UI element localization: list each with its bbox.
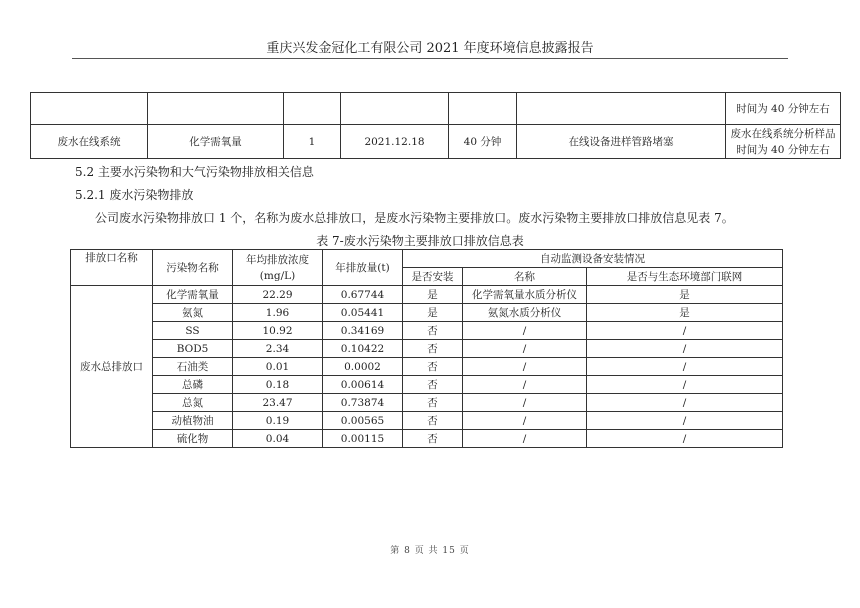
table-cell: 0.00565 bbox=[323, 412, 403, 430]
page-number: 第 8 页 共 15 页 bbox=[390, 546, 470, 556]
subsection-heading: 5.2.1 废水污染物排放 bbox=[75, 188, 194, 202]
header-concentration-unit: (mg/L) bbox=[259, 269, 296, 282]
table-cell: 化学需氧量 bbox=[153, 286, 233, 304]
table-cell: / bbox=[463, 430, 587, 448]
table-row bbox=[71, 304, 783, 322]
header-pollutant: 污染物名称 bbox=[153, 250, 233, 286]
table-cell: 否 bbox=[403, 430, 463, 448]
table-cell: 否 bbox=[403, 322, 463, 340]
table-cell: 0.00614 bbox=[323, 376, 403, 394]
table-cell: 动植物油 bbox=[153, 412, 233, 430]
table-cell: 0.19 bbox=[233, 412, 323, 430]
table-cell: 10.92 bbox=[233, 322, 323, 340]
table-cell: 23.47 bbox=[233, 394, 323, 412]
table-cell: 否 bbox=[403, 412, 463, 430]
table-cell bbox=[517, 93, 726, 125]
table-cell: 否 bbox=[403, 394, 463, 412]
table-cell: 石油类 bbox=[153, 358, 233, 376]
wastewater-discharge-table bbox=[70, 249, 783, 448]
table-cell: 0.34169 bbox=[323, 322, 403, 340]
header-concentration bbox=[233, 250, 323, 286]
table-row bbox=[71, 430, 783, 448]
table-row bbox=[71, 286, 783, 304]
table-cell: 0.0002 bbox=[323, 358, 403, 376]
table-cell: 0.00115 bbox=[323, 430, 403, 448]
table-cell: 是 bbox=[403, 286, 463, 304]
table-cell: / bbox=[587, 358, 783, 376]
table-cell: 1.96 bbox=[233, 304, 323, 322]
incident-table bbox=[30, 92, 841, 159]
table-cell: 氨氮 bbox=[153, 304, 233, 322]
table-cell: 化学需氧量水质分析仪 bbox=[463, 286, 587, 304]
header-device-name: 名称 bbox=[463, 268, 587, 286]
table-cell: 22.29 bbox=[233, 286, 323, 304]
header-concentration-label: 年均排放浓度 bbox=[246, 253, 309, 266]
table-cell: 是 bbox=[587, 304, 783, 322]
table-cell: 0.67744 bbox=[323, 286, 403, 304]
table-cell bbox=[284, 93, 341, 125]
table-row bbox=[31, 125, 841, 159]
table-cell: 废水在线系统 bbox=[31, 125, 148, 159]
outlet-name-cell: 废水总排放口 bbox=[71, 286, 153, 448]
table-cell: 0.73874 bbox=[323, 394, 403, 412]
table-cell: BOD5 bbox=[153, 340, 233, 358]
table-cell bbox=[341, 93, 449, 125]
table-cell: / bbox=[587, 394, 783, 412]
table-row bbox=[31, 93, 841, 125]
table-cell: / bbox=[463, 394, 587, 412]
table-cell: 化学需氧量 bbox=[148, 125, 284, 159]
table-cell: 否 bbox=[403, 376, 463, 394]
table-cell: 40 分钟 bbox=[449, 125, 517, 159]
header-outlet: 排放口名称 bbox=[71, 250, 153, 286]
table-cell: 硫化物 bbox=[153, 430, 233, 448]
table-cell: / bbox=[463, 340, 587, 358]
table-cell: / bbox=[463, 358, 587, 376]
table-cell bbox=[449, 93, 517, 125]
table-cell: SS bbox=[153, 322, 233, 340]
table-row bbox=[71, 394, 783, 412]
table-row bbox=[71, 340, 783, 358]
table-row bbox=[71, 376, 783, 394]
table-row bbox=[71, 322, 783, 340]
table-cell: / bbox=[587, 430, 783, 448]
table-cell: 0.01 bbox=[233, 358, 323, 376]
table-cell: 2021.12.18 bbox=[341, 125, 449, 159]
paragraph: 公司废水污染物排放口 1 个，名称为废水总排放口，是废水污染物主要排放口。废水污染物主要排放口排放信息见表 7。 bbox=[95, 211, 734, 225]
table-cell: 0.10422 bbox=[323, 340, 403, 358]
header-auto-monitoring: 自动监测设备安装情况 bbox=[403, 250, 783, 268]
table-cell: 0.18 bbox=[233, 376, 323, 394]
cell-line: 废水在线系统分析样品 bbox=[730, 127, 836, 140]
header-linked: 是否与生态环境部门联网 bbox=[587, 268, 783, 286]
table-cell: 总磷 bbox=[153, 376, 233, 394]
table-cell bbox=[148, 93, 284, 125]
table-cell: 2.34 bbox=[233, 340, 323, 358]
table-cell: 氨氮水质分析仪 bbox=[463, 304, 587, 322]
table-row bbox=[71, 412, 783, 430]
table-cell: 否 bbox=[403, 358, 463, 376]
table-cell: / bbox=[463, 412, 587, 430]
table-cell: 是 bbox=[403, 304, 463, 322]
table-cell: 是 bbox=[587, 286, 783, 304]
header-divider bbox=[72, 58, 788, 59]
table-cell: 否 bbox=[403, 340, 463, 358]
table-cell: / bbox=[587, 412, 783, 430]
report-header-title: 重庆兴发金冠化工有限公司 2021 年度环境信息披露报告 bbox=[266, 41, 594, 56]
table-cell: / bbox=[587, 340, 783, 358]
table-cell: 0.04 bbox=[233, 430, 323, 448]
table-caption: 表 7-废水污染物主要排放口排放信息表 bbox=[316, 234, 524, 248]
table-cell: 在线设备进样管路堵塞 bbox=[517, 125, 726, 159]
table-cell: / bbox=[587, 376, 783, 394]
section-heading: 5.2 主要水污染物和大气污染物排放相关信息 bbox=[75, 165, 314, 179]
table-cell: / bbox=[463, 376, 587, 394]
cell-line: 时间为 40 分钟左右 bbox=[736, 143, 830, 156]
table-cell: 1 bbox=[284, 125, 341, 159]
table-cell: 0.05441 bbox=[323, 304, 403, 322]
table-cell: 总氮 bbox=[153, 394, 233, 412]
table-cell bbox=[31, 93, 148, 125]
header-installed: 是否安装 bbox=[403, 268, 463, 286]
table-cell: / bbox=[463, 322, 587, 340]
table-row bbox=[71, 358, 783, 376]
table-cell: 时间为 40 分钟左右 bbox=[726, 93, 841, 125]
table-cell: / bbox=[587, 322, 783, 340]
table-cell bbox=[726, 125, 841, 159]
header-amount: 年排放量(t) bbox=[323, 250, 403, 286]
